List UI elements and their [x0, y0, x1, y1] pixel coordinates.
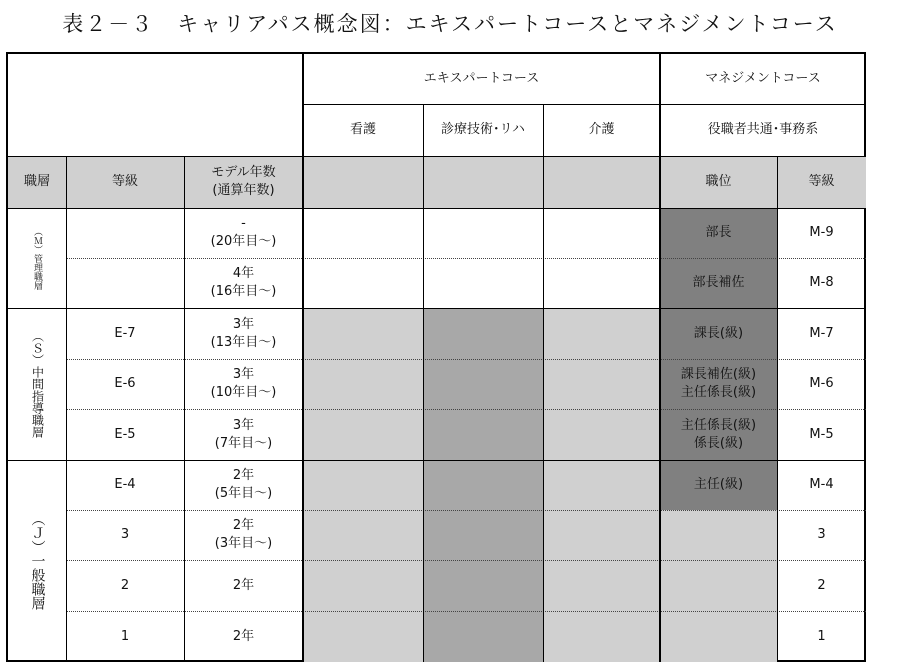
divider: [66, 611, 866, 612]
header-nursing: 看護: [349, 122, 376, 137]
position-cell: 部長補佐: [692, 275, 745, 290]
table-caption: 表２－３ キャリアパス概念図：エキスパートコースとマネジメントコース: [62, 12, 838, 36]
position-cell: 課長補佐(級) 主任係長(級): [680, 367, 757, 400]
grade-cell: [66, 208, 184, 258]
mgmt-grade-cell: M-6: [809, 376, 834, 391]
header-expert-course: エキスパートコース: [423, 71, 540, 86]
expert-care-band: [543, 308, 660, 662]
header-management-common: 役職者共通･事務系: [707, 122, 819, 137]
position-cell: [660, 510, 777, 560]
layer-label-s: （Ｓ）中間指導職層: [30, 330, 45, 438]
divider: [8, 460, 866, 461]
grade-cell: E-6: [114, 376, 136, 391]
divider: [184, 156, 185, 662]
divider: [543, 104, 544, 662]
expert-medtech-band: [423, 308, 543, 662]
subheader-position: 職位: [705, 174, 732, 189]
divider: [66, 409, 866, 410]
header-medical-tech: 診療技術･リハ: [440, 122, 526, 137]
position-cell: 主任係長(級) 係長(級): [680, 417, 757, 451]
position-cell: 部長: [705, 225, 732, 240]
header-care: 介護: [588, 122, 615, 137]
model-years-cell: 3年 (13年目～): [210, 316, 277, 350]
mgmt-grade-cell: M-8: [809, 275, 834, 290]
mgmt-grade-cell: M-9: [809, 225, 834, 240]
grade-cell: 3: [120, 527, 130, 542]
subheader-model-years: モデル年数 (通算年数): [211, 165, 276, 198]
mgmt-grade-cell: 1: [817, 628, 826, 644]
mgmt-grade-cell: 2: [817, 577, 826, 593]
grade-cell: E-5: [114, 426, 136, 442]
divider: [8, 156, 866, 157]
position-cell: 課長(級): [693, 325, 744, 341]
model-years-cell: 2年: [232, 577, 255, 593]
divider: [302, 54, 304, 662]
model-years-cell: 4年 (16年目～): [210, 266, 277, 299]
divider: [303, 104, 866, 105]
divider: [777, 156, 778, 662]
subheader-layer: 職層: [23, 174, 50, 189]
layer-label-m: （Ｍ）管理職層: [32, 226, 42, 290]
model-years-cell: - (20年目～): [210, 216, 277, 249]
model-years-cell: 2年 (3年目～): [214, 518, 273, 551]
divider: [66, 359, 866, 360]
divider: [8, 208, 866, 209]
subheader-grade: 等級: [111, 174, 138, 189]
expert-nursing-band: [303, 308, 423, 662]
divider: [66, 156, 67, 662]
mgmt-grade-cell: M-4: [809, 477, 834, 492]
model-years-cell: 3年 (7年目～): [214, 417, 273, 451]
mgmt-grade-cell: 3: [817, 527, 826, 542]
divider: [659, 54, 661, 662]
layer-label-j: （Ｊ）一般職層: [29, 512, 46, 610]
mgmt-grade-cell: M-5: [809, 426, 834, 442]
position-cell: [660, 611, 777, 662]
model-years-cell: 3年 (10年目～): [210, 367, 277, 400]
divider: [8, 308, 866, 309]
grade-cell: E-7: [114, 325, 136, 341]
grade-cell: 1: [120, 628, 130, 644]
divider: [66, 258, 866, 259]
position-cell: [660, 560, 777, 611]
grade-cell: [66, 258, 184, 308]
divider: [66, 510, 866, 511]
position-cell: 主任(級): [693, 477, 744, 492]
divider: [423, 104, 424, 662]
subheader-mgmt-grade: 等級: [808, 174, 835, 189]
model-years-cell: 2年 (5年目～): [214, 468, 273, 501]
grade-cell: 2: [120, 577, 130, 593]
career-path-table: [6, 52, 866, 662]
divider: [66, 560, 866, 561]
model-years-cell: 2年: [232, 628, 255, 644]
mgmt-grade-cell: M-7: [809, 325, 834, 341]
grade-cell: E-4: [114, 477, 136, 492]
header-management-course: マネジメントコース: [705, 71, 821, 86]
